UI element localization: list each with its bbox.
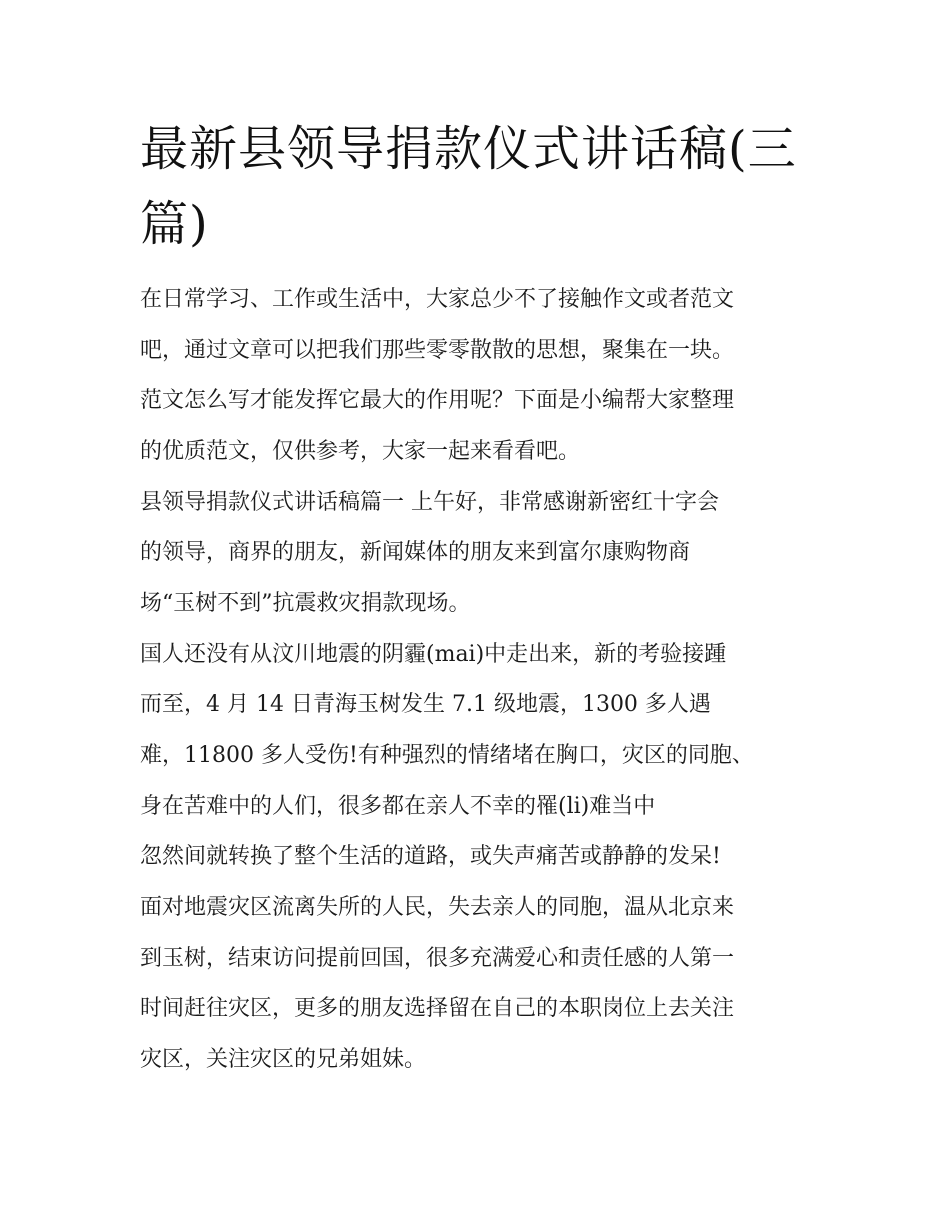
body-line: 忽然间就转换了整个生活的道路，或失声痛苦或静静的发呆!	[140, 844, 721, 869]
body-line: 身在苦难中的人们，很多都在亲人不幸的罹(li)难当中	[140, 794, 656, 819]
body-line: 国人还没有从汶川地震的阴霾(mai)中走出来，新的考验接踵	[140, 642, 727, 667]
body-line: 灾区，关注灾区的兄弟姐妹。	[140, 1047, 427, 1072]
body-line: 吧，通过文章可以把我们那些零零散散的思想，聚集在一块。	[140, 338, 735, 363]
document-title	[140, 112, 820, 262]
body-line: 到玉树，结束访问提前回国，很多充满爱心和责任感的人第一	[140, 946, 735, 971]
body-line: 面对地震灾区流离失所的人民，失去亲人的同胞，温从北京来	[140, 895, 735, 920]
body-line: 场“玉树不到”抗震救灾捐款现场。	[140, 591, 471, 616]
body-line: 时间赶往灾区，更多的朋友选择留在自己的本职岗位上去关注	[140, 996, 735, 1021]
body-line: 的领导，商界的朋友，新闻媒体的朋友来到富尔康购物商	[140, 540, 691, 565]
body-line: 在日常学习、工作或生活中，大家总少不了接触作文或者范文	[140, 287, 735, 312]
title-line-2: 篇)	[140, 196, 209, 252]
body-line: 的优质范文，仅供参考，大家一起来看看吧。	[140, 439, 581, 464]
body-line: 范文怎么写才能发挥它最大的作用呢？下面是小编帮大家整理	[140, 388, 735, 413]
body-line: 难，11800 多人受伤!有种强烈的情绪堵在胸口，灾区的同胞、	[140, 743, 754, 768]
title-line-1: 最新县领导捐款仪式讲话稿(三	[140, 121, 797, 177]
body-line: 县领导捐款仪式讲话稿篇一 上午好，非常感谢新密红十字会	[140, 490, 719, 515]
body-line: 而至，4 月 14 日青海玉树发生 7.1 级地震，1300 多人遇	[140, 692, 711, 717]
